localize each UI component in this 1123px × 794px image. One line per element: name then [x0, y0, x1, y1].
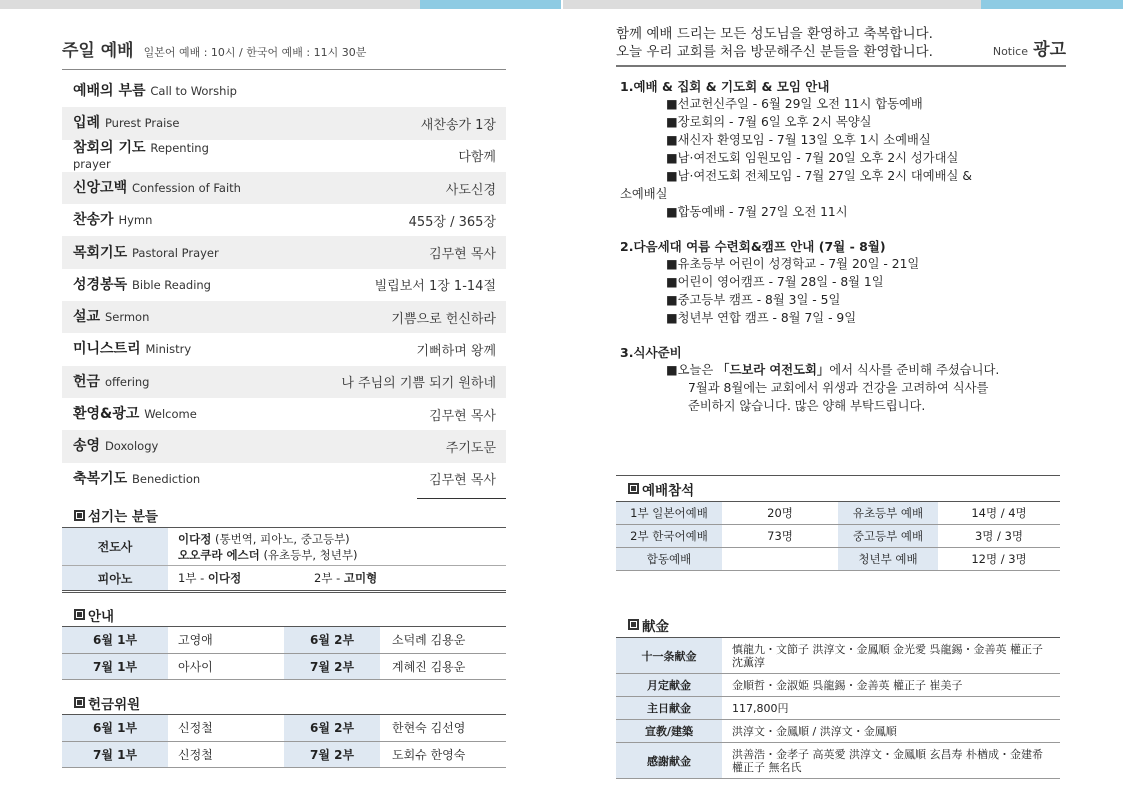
committee-month-label: 6월 2부 — [284, 715, 380, 741]
offering-amount: 117,800円 — [732, 701, 789, 715]
offering-type: 宣教/建築 — [616, 720, 722, 742]
order-row — [62, 172, 506, 204]
order-item-name — [73, 277, 211, 293]
order-item-korean: 예배의 부름 — [73, 83, 146, 100]
piano-1-prefix: 1부 - — [178, 571, 208, 585]
announcement-heading: 1.예배 & 집회 & 기도회 & 모임 안내 — [620, 79, 830, 94]
announcements — [620, 77, 1060, 415]
offering-row — [616, 638, 1060, 674]
attendance-row — [616, 525, 1060, 548]
order-item-english: Pastoral Prayer — [131, 245, 219, 260]
preacher-row — [62, 528, 506, 566]
offering-row — [616, 743, 1060, 779]
order-item-korean: 성경봉독 — [73, 276, 128, 293]
offering-donors: 洪善浩・金孝子 高英愛 洪淳文・金鳳順 玄昌寿 朴楢成・金建希 權正子 無名氏 — [732, 747, 1043, 774]
guide-row — [62, 627, 506, 654]
offering-type: 感謝献金 — [616, 743, 722, 778]
announcement-item: ■남·여전도회 임원모임 - 7월 20일 오후 2시 성가대실 — [666, 151, 959, 165]
worship-title: 주일 예배 — [62, 41, 134, 61]
attendance-title-text: 예배참석 — [642, 482, 695, 499]
order-row — [62, 463, 506, 495]
meal-notice — [620, 361, 1060, 379]
worship-times: 일본어 예배 : 10시 / 한국어 예배 : 11시 30분 — [143, 46, 367, 59]
guide-row — [62, 654, 506, 681]
committee-month-label: 6월 1부 — [62, 715, 168, 741]
square-bullet-icon — [74, 510, 85, 521]
order-row — [62, 269, 506, 301]
order-item-korean: 목회기도 — [73, 244, 128, 261]
order-item-english: Repenting prayer — [73, 140, 209, 171]
order-item-korean: 신앙고백 — [73, 179, 128, 196]
servers-title-text: 섬기는 분들 — [88, 509, 158, 525]
guide-title-text: 안내 — [88, 608, 115, 625]
order-item-english: offering — [104, 374, 150, 389]
guide-month-label: 6월 1부 — [62, 627, 168, 653]
top-bar-right — [563, 0, 981, 9]
notice-page — [616, 25, 1066, 774]
announcement-heading: 3.식사준비 — [620, 345, 682, 360]
guide-names: 아사이 — [178, 659, 213, 674]
order-item-korean: 송영 — [73, 438, 101, 455]
offering-type: 月定献金 — [616, 674, 722, 696]
announcement-item: ■합동예배 - 7월 27일 오전 11시 — [666, 205, 848, 219]
order-item-name — [73, 438, 158, 454]
order-item-korean: 환영&광고 — [73, 406, 140, 423]
square-bullet-icon — [74, 609, 85, 620]
offering-donors: 洪淳文・金鳳順 / 洪淳文・金鳳順 — [732, 724, 897, 738]
notice-header — [616, 25, 1066, 67]
order-item-english: Purest Praise — [104, 116, 180, 131]
order-item-value: 김무현 목사 — [429, 247, 496, 263]
order-item-value: 김무현 목사 — [429, 473, 496, 489]
order-row — [62, 301, 506, 333]
committee-names: 신정철 — [178, 721, 213, 736]
servers-title — [62, 503, 506, 528]
square-bullet-icon — [628, 619, 639, 630]
order-item-name — [73, 341, 191, 357]
guide-names: 계혜진 김용운 — [392, 659, 466, 674]
meal-notice-line: 7월과 8월에는 교회에서 위생과 건강을 고려하여 식사를 — [688, 381, 989, 395]
attendance-count: 73명 — [767, 529, 793, 543]
offering-committee-title — [62, 691, 506, 715]
order-item-value: 나 주님의 기쁨 되기 원하네 — [341, 376, 496, 392]
committee-month-label: 7월 2부 — [284, 742, 380, 768]
meal-notice-pre: ■오늘은 — [666, 363, 718, 377]
attendance-row — [616, 548, 1060, 571]
order-item-value: 455장 / 365장 — [408, 214, 496, 230]
preacher-1-note: (통번역, 피아노, 중고등부) — [214, 531, 350, 546]
piano-names — [168, 566, 506, 590]
meal-group-name: 「드보라 여전도회」 — [717, 363, 830, 377]
order-item-english: Sermon — [104, 310, 150, 325]
order-row — [62, 366, 506, 398]
attendance-count: 14명 / 4명 — [971, 506, 1027, 520]
order-item-value: 빌립보서 1장 1-14절 — [374, 279, 496, 295]
order-item-name — [73, 212, 152, 228]
attendance-title — [616, 476, 1060, 502]
meal-notice-line: 준비하지 않습니다. 많은 양해 부탁드립니다. — [688, 399, 926, 413]
guide-month-label: 7월 2부 — [284, 654, 380, 680]
preacher-names — [168, 528, 506, 565]
order-item-name — [73, 309, 149, 325]
order-item-english: Doxology — [104, 439, 159, 454]
order-item-value: 사도신경 — [445, 182, 496, 198]
announcement-item: ■어린이 영어캠프 - 7월 28일 - 8월 1일 — [666, 275, 884, 289]
top-bar-right-accent — [981, 0, 1123, 9]
ad-label: 광고 — [1033, 40, 1066, 60]
preacher-2-note: (유초등부, 청년부) — [263, 547, 358, 562]
guide-names: 고영애 — [178, 633, 213, 648]
servers-section — [62, 503, 506, 593]
order-item-value: 기뻐하며 왕께 — [416, 344, 496, 360]
attendance-service: 청년부 예배 — [838, 548, 938, 570]
announcement-item: ■남·여전도회 전체모임 - 7월 27일 오후 2시 대예배실 & — [666, 169, 972, 183]
committee-names: 한현숙 김선영 — [392, 721, 466, 736]
preacher-1-name: 이다정 — [178, 531, 212, 546]
order-item-english: Ministry — [145, 342, 192, 357]
order-item-korean: 헌금 — [73, 373, 101, 390]
order-item-name — [73, 83, 237, 99]
committee-row — [62, 742, 506, 769]
order-item-korean: 찬송가 — [73, 212, 114, 229]
order-row — [62, 140, 506, 172]
offering-row — [616, 720, 1060, 743]
notice-label: Notice — [992, 45, 1028, 58]
announcement-item: ■장로회의 - 7월 6일 오후 2시 목양실 — [666, 115, 872, 129]
offering-donors: 金順哲・金淑姫 呉龍錫・金善英 權正子 崔美子 — [732, 678, 963, 692]
piano-1-name: 이다정 — [207, 571, 242, 585]
announcement-item: ■중고등부 캠프 - 8월 3일 - 5일 — [666, 293, 841, 307]
attendance-count: 12명 / 3명 — [971, 552, 1027, 566]
order-item-value: 주기도문 — [445, 440, 496, 456]
guide-section — [62, 603, 506, 680]
order-item-name — [73, 245, 219, 261]
order-item-english: Hymn — [118, 213, 153, 228]
announcement-item: ■선교헌신주일 - 6월 29일 오전 11시 합동예배 — [666, 97, 923, 111]
offering-committee-title-text: 헌금위원 — [88, 696, 141, 713]
offerings-title — [616, 612, 1060, 638]
order-item-korean: 설교 — [73, 309, 101, 326]
attendance-section — [616, 475, 1060, 571]
committee-month-label: 7월 1부 — [62, 742, 168, 768]
offering-row — [616, 674, 1060, 697]
order-row — [62, 398, 506, 430]
order-row — [62, 236, 506, 268]
square-bullet-icon — [74, 697, 85, 708]
order-item-value: 김무현 목사 — [429, 408, 496, 424]
attendance-count: 3명 / 3명 — [974, 529, 1024, 543]
worship-header — [62, 36, 506, 70]
announcement-item: ■새신자 환영모임 - 7월 13일 오후 1시 소예배실 — [666, 133, 931, 147]
piano-row — [62, 566, 506, 593]
order-item-korean: 참회의 기도 — [73, 139, 146, 156]
offering-type: 主日献金 — [616, 697, 722, 719]
announcement-heading: 2.다음세대 여름 수련회&캠프 안내 (7월 - 8월) — [620, 239, 886, 254]
announcement-item-continued: 소예배실 — [620, 187, 668, 201]
order-row — [62, 333, 506, 365]
order-item-name — [73, 374, 149, 390]
order-item-value: 기쁨으로 헌신하라 — [391, 311, 496, 327]
order-item-english: Welcome — [144, 407, 197, 422]
order-item-name — [73, 180, 241, 196]
order-item-name — [73, 140, 248, 172]
committee-names: 신정철 — [178, 747, 213, 762]
announcement-item: ■청년부 연합 캠프 - 8월 7일 - 9일 — [666, 311, 857, 325]
offering-committee-section — [62, 691, 506, 768]
attendance-service: 중고등부 예배 — [838, 525, 938, 547]
order-row — [62, 107, 506, 139]
attendance-row — [616, 502, 1060, 525]
order-of-service — [62, 75, 506, 500]
order-item-korean: 미니스트리 — [73, 341, 141, 358]
top-bar-left-accent — [420, 0, 561, 9]
square-bullet-icon — [628, 483, 639, 494]
attendance-service: 합동예배 — [616, 548, 722, 570]
guide-month-label: 7월 1부 — [62, 654, 168, 680]
order-item-english: Benediction — [131, 471, 201, 486]
committee-row — [62, 715, 506, 742]
worship-page — [62, 36, 506, 762]
order-row — [62, 430, 506, 462]
piano-2-name: 고미형 — [343, 571, 378, 585]
offerings-title-text: 献金 — [642, 618, 669, 635]
attendance-service: 1부 일본어예배 — [616, 502, 722, 524]
attendance-service: 2부 한국어예배 — [616, 525, 722, 547]
offering-row — [616, 697, 1060, 720]
order-row — [62, 204, 506, 236]
offering-donors: 慎龍九・文節子 洪淳文・金鳳順 金光愛 呉龍錫・金善英 權正子 沈薫淳 — [732, 642, 1043, 669]
greeting-line-1: 함께 예배 드리는 모든 성도님을 환영하고 축복합니다. — [616, 26, 933, 42]
divider — [417, 498, 506, 499]
guide-names: 소덕례 김용운 — [392, 633, 466, 648]
order-item-english: Confession of Faith — [131, 180, 241, 195]
committee-names: 도회슈 한영숙 — [392, 747, 466, 762]
order-item-value: 새찬송가 1장 — [420, 117, 496, 133]
piano-2-prefix: 2부 - — [314, 571, 344, 585]
preacher-label: 전도사 — [62, 528, 168, 565]
order-item-name — [73, 471, 200, 487]
guide-month-label: 6월 2부 — [284, 627, 380, 653]
order-item-korean: 축복기도 — [73, 470, 128, 487]
piano-label: 피아노 — [62, 566, 168, 590]
attendance-count: 20명 — [767, 506, 793, 520]
attendance-count — [722, 548, 838, 570]
preacher-2-name: 오오쿠라 에스더 — [178, 547, 260, 562]
attendance-service: 유초등부 예배 — [838, 502, 938, 524]
announcement-item: ■유초등부 어린이 성경학교 - 7월 20일 - 21일 — [666, 257, 920, 271]
order-item-english: Bible Reading — [131, 277, 211, 292]
order-item-korean: 입례 — [73, 115, 101, 132]
order-item-english: Call to Worship — [150, 84, 237, 99]
offering-type: 十一条献金 — [616, 638, 722, 673]
order-item-name — [73, 406, 197, 422]
order-item-value: 다함께 — [458, 150, 496, 166]
offerings-section — [616, 612, 1060, 779]
order-item-name — [73, 115, 179, 131]
order-row — [62, 75, 506, 107]
meal-notice-post: 에서 식사를 준비해 주셨습니다. — [829, 363, 1000, 377]
greeting-line-2: 오늘 우리 교회를 처음 방문해주신 분들을 환영합니다. — [616, 44, 933, 60]
top-bar-left — [0, 0, 420, 9]
guide-title — [62, 603, 506, 627]
